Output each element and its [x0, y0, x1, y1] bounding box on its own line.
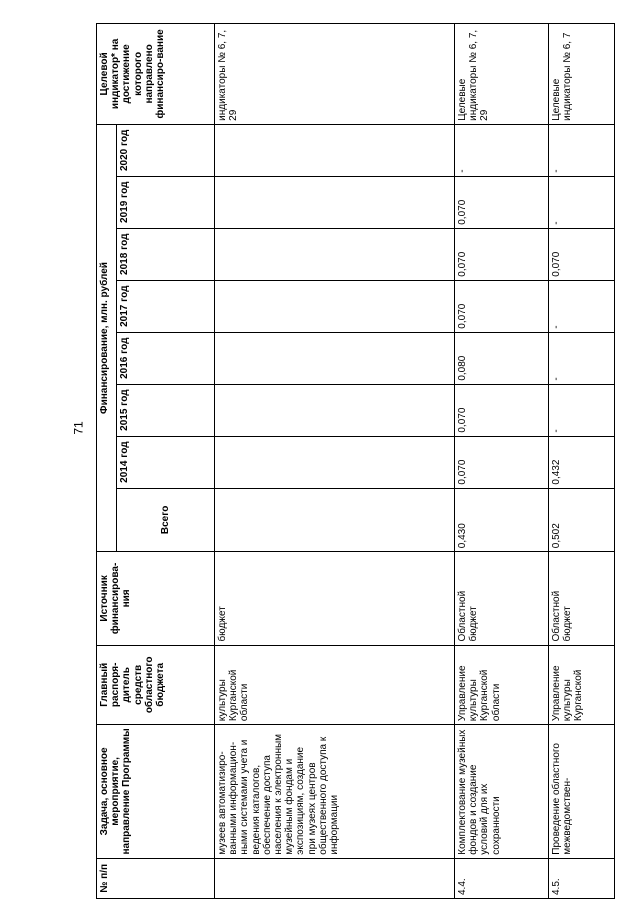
row-year-value — [215, 436, 455, 488]
page-number: 71 — [71, 421, 86, 435]
row-year-value: - — [549, 124, 615, 176]
row-year-value: - — [455, 124, 549, 176]
header-year: 2017 год — [117, 280, 215, 332]
row-year-value — [215, 228, 455, 280]
header-year: 2014 год — [117, 436, 215, 488]
row-num: 4.5. — [549, 858, 615, 898]
header-executor: Главный распоря-дитель средств областного бюджета — [97, 645, 215, 725]
row-year-value — [215, 124, 455, 176]
row-year-value: 0,070 — [455, 384, 549, 436]
rotated-page — [96, 23, 614, 899]
row-year-value — [215, 332, 455, 384]
row-num: 4.4. — [455, 858, 549, 898]
row-source: Областной бюджет — [455, 552, 549, 645]
row-year-value: 0,070 — [455, 436, 549, 488]
row-year-value: 0,070 — [455, 176, 549, 228]
row-year-value: 0,080 — [455, 332, 549, 384]
financing-table — [96, 23, 615, 899]
row-task: музеев автоматизиро-ванными информацион-ными системами учета и ведения каталогов, обеспечение доступа населения к электронным музейным фондам и экспозициям, создание при музеях центров общественного доступа к информации — [215, 725, 455, 859]
table-row — [455, 24, 549, 899]
row-year-value: - — [549, 176, 615, 228]
row-indicator: Целевые индикаторы № 6, 7 — [549, 24, 615, 125]
header-financing: Финансирование, млн. рублей — [97, 124, 117, 551]
row-executor: Управление культуры Курганской — [549, 645, 615, 725]
header-source: Источник финансирова-ния — [97, 552, 215, 645]
header-year: 2015 год — [117, 384, 215, 436]
header-task: Задача, основное мероприятие, направление Программы — [97, 725, 215, 859]
header-year: 2020 год — [117, 124, 215, 176]
row-executor: Управление культуры Курганской области — [455, 645, 549, 725]
row-source: бюджет — [215, 552, 455, 645]
row-indicator: индикаторы № 6, 7, 29 — [215, 24, 455, 125]
row-year-value — [215, 384, 455, 436]
header-year: 2019 год — [117, 176, 215, 228]
header-indicator: Целевой индикатор* на достижение которого направлено финансиро-вание — [97, 24, 215, 125]
row-year-value: 0,070 — [549, 228, 615, 280]
row-year-value: 0,432 — [549, 436, 615, 488]
header-total: Всего — [117, 488, 215, 552]
row-total: 0,502 — [549, 488, 615, 552]
row-executor: культуры Курганской области — [215, 645, 455, 725]
header-row-1 — [97, 24, 117, 899]
row-total: 0,430 — [455, 488, 549, 552]
row-task: Проведение областного межведомствен- — [549, 725, 615, 859]
header-year: 2018 год — [117, 228, 215, 280]
header-num: № п/п — [97, 858, 215, 898]
table-row — [215, 24, 455, 899]
row-year-value: - — [549, 332, 615, 384]
header-year: 2016 год — [117, 332, 215, 384]
row-num — [215, 858, 455, 898]
row-year-value: 0,070 — [455, 228, 549, 280]
row-year-value: - — [549, 280, 615, 332]
row-total — [215, 488, 455, 552]
row-indicator: Целевые индикаторы № 6, 7, 29 — [455, 24, 549, 125]
row-task: Комплектование музейных фондов и создание условий для их сохранности — [455, 725, 549, 859]
row-source: Областной бюджет — [549, 552, 615, 645]
row-year-value: 0,070 — [455, 280, 549, 332]
row-year-value — [215, 280, 455, 332]
row-year-value: - — [549, 384, 615, 436]
row-year-value — [215, 176, 455, 228]
table-row — [549, 24, 615, 899]
